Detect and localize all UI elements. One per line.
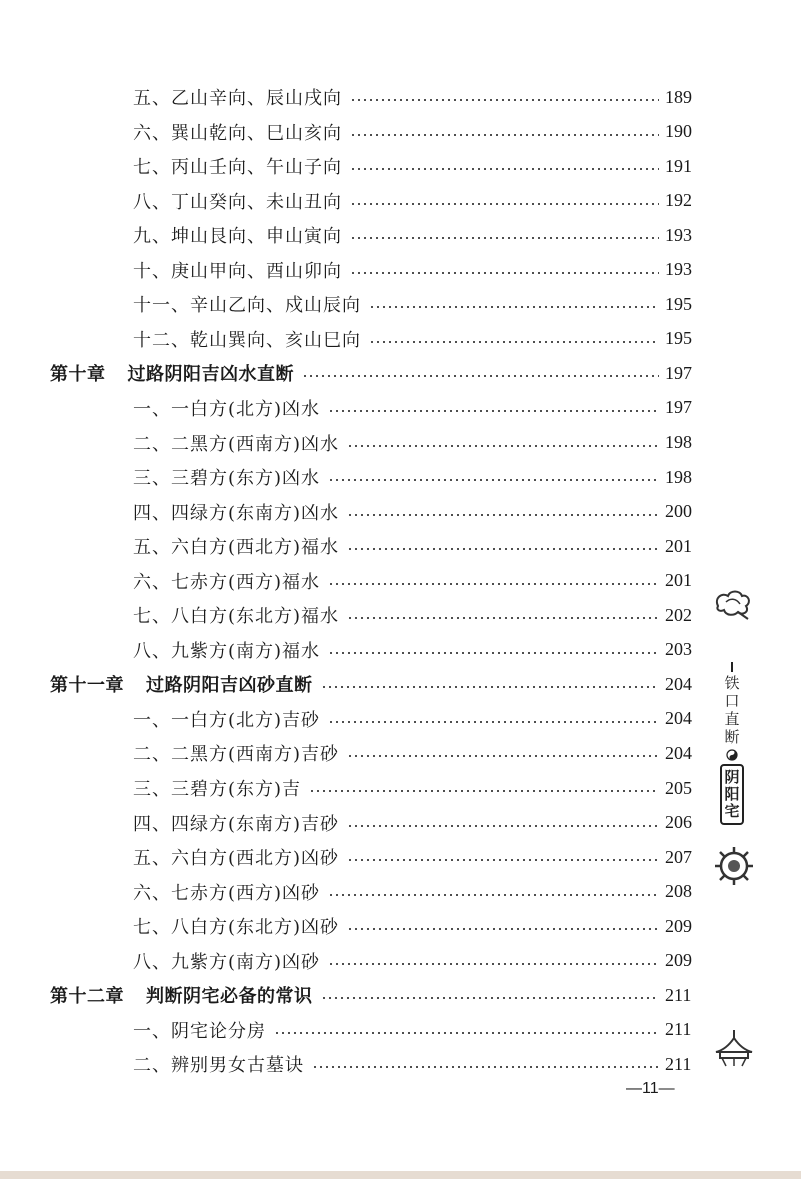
book-title-char: 阳 <box>724 785 740 803</box>
toc-page-number: 190 <box>665 121 692 142</box>
chapter-title: 判断阴宅必备的常识 <box>146 986 313 1008</box>
dot-leader <box>347 825 659 827</box>
toc-section-row[interactable] <box>0 911 801 941</box>
chapter-title: 过路阴阳吉凶水直断 <box>127 364 294 386</box>
dot-leader <box>347 617 659 619</box>
dharma-wheel-icon <box>714 846 754 886</box>
toc-entry-title: 五、乙山辛向、辰山戌向 <box>133 88 342 109</box>
toc-entry-title: 五、六白方(西北方)凶砂 <box>133 848 340 870</box>
dot-leader <box>309 790 659 792</box>
toc-entry-title: 十一、辛山乙向、戍山辰向 <box>133 295 361 317</box>
book-title-char: 宅 <box>724 802 740 820</box>
dot-leader <box>369 341 659 343</box>
dot-leader <box>328 479 659 481</box>
dot-leader <box>347 548 659 550</box>
toc-page-number: 198 <box>665 466 692 487</box>
toc-entry-title: 二、二黑方(西南方)凶水 <box>133 433 340 455</box>
toc-page-number: 191 <box>665 155 692 176</box>
toc-section-row[interactable] <box>0 462 801 492</box>
toc-section-row[interactable] <box>0 738 801 768</box>
toc-page-number: 197 <box>665 362 692 383</box>
toc-entry-title <box>50 360 294 386</box>
side-title-char: 直 <box>724 710 740 728</box>
dot-leader <box>321 997 660 999</box>
pagoda-roof-icon <box>712 1028 756 1072</box>
toc-page-number: 204 <box>665 742 692 763</box>
toc-entry-title <box>50 671 313 697</box>
toc-section-row[interactable] <box>0 773 801 803</box>
cloud-ornament-icon <box>712 586 754 620</box>
toc-section-row[interactable] <box>0 151 801 181</box>
toc-page-number: 192 <box>665 190 692 211</box>
toc-page-number: 204 <box>665 673 692 694</box>
chapter-title: 过路阴阳吉凶砂直断 <box>146 675 313 697</box>
toc-page-number: 195 <box>665 328 692 349</box>
dot-leader <box>328 894 659 896</box>
toc-entry-title: 五、六白方(西北方)福水 <box>133 537 340 559</box>
dot-leader <box>350 237 659 239</box>
dot-leader <box>347 859 659 861</box>
toc-entry-title: 八、九紫方(南方)福水 <box>133 640 321 662</box>
dot-leader <box>347 514 659 516</box>
toc-page-number: 202 <box>665 604 692 625</box>
side-title-char: 断 <box>724 728 740 746</box>
dot-leader <box>369 306 659 308</box>
dot-leader <box>350 203 659 205</box>
toc-page-number: 211 <box>665 984 692 1005</box>
toc-page-number: 205 <box>665 777 692 798</box>
toc-entry-title: 四、四绿方(东南方)吉砂 <box>133 813 340 835</box>
dot-leader <box>328 963 659 965</box>
dot-leader <box>302 375 659 377</box>
chapter-number: 第十二章 <box>50 986 124 1008</box>
toc-section-row[interactable] <box>0 566 801 596</box>
toc-entry-title: 六、七赤方(西方)凶砂 <box>133 882 321 904</box>
toc-section-row[interactable] <box>0 842 801 872</box>
toc-section-row[interactable] <box>0 704 801 734</box>
page-number: —11— <box>626 1080 675 1097</box>
toc-entry-title: 六、巽山乾向、巳山亥向 <box>133 122 342 144</box>
toc-section-row[interactable] <box>0 946 801 976</box>
toc-entry-title: 一、一白方(北方)吉砂 <box>133 709 321 731</box>
toc-page-number: 201 <box>665 570 692 591</box>
toc-section-row[interactable] <box>0 186 801 216</box>
book-title-box <box>720 764 743 825</box>
toc-page-number: 201 <box>665 535 692 556</box>
toc-chapter-row[interactable] <box>0 358 801 388</box>
toc-page-number: 209 <box>665 950 692 971</box>
toc-page-number: 198 <box>665 432 692 452</box>
toc-page-number: 189 <box>665 86 692 107</box>
dot-leader <box>312 1066 659 1068</box>
dot-leader <box>350 272 659 274</box>
chapter-number: 第十一章 <box>50 675 124 697</box>
dot-leader <box>328 721 659 723</box>
toc-entry-title: 三、三碧方(东方)吉 <box>133 779 302 800</box>
dot-leader <box>347 755 659 757</box>
chapter-number: 第十章 <box>50 364 106 386</box>
toc-section-row[interactable] <box>0 324 801 354</box>
toc-page-number: 211 <box>665 1019 692 1040</box>
side-title-bar <box>731 662 733 672</box>
dot-leader <box>350 99 659 101</box>
toc-chapter-row[interactable] <box>0 669 801 699</box>
dot-leader <box>328 652 659 654</box>
toc-entry-title: 二、二黑方(西南方)吉砂 <box>133 744 340 766</box>
toc-page-number: 206 <box>665 812 692 833</box>
toc-entry-title: 一、阴宅论分房 <box>133 1020 266 1042</box>
toc-entry-title: 二、辨别男女古墓诀 <box>133 1055 304 1077</box>
dot-leader <box>328 583 659 585</box>
toc-entry-title: 七、八白方(东北方)凶砂 <box>133 917 340 939</box>
toc-page-number: 200 <box>665 501 692 522</box>
toc-entry-title: 四、四绿方(东南方)凶水 <box>133 502 340 524</box>
toc-page-number: 203 <box>665 639 692 660</box>
toc-section-row[interactable] <box>0 635 801 665</box>
toc-entry-title: 一、一白方(北方)凶水 <box>133 398 321 420</box>
toc-entry-title: 六、七赤方(西方)福水 <box>133 571 321 593</box>
toc-section-row[interactable] <box>0 600 801 630</box>
toc-entry-title: 三、三碧方(东方)凶水 <box>133 468 321 490</box>
toc-section-row[interactable] <box>0 289 801 319</box>
toc-entry-title: 十二、乾山巽向、亥山巳向 <box>133 329 361 351</box>
toc-section-row[interactable] <box>0 1049 801 1079</box>
toc-section-row[interactable] <box>0 393 801 423</box>
book-title-char: 阴 <box>724 768 740 786</box>
dot-leader <box>350 134 659 136</box>
dot-leader <box>347 445 659 447</box>
toc-page-number: 193 <box>665 224 692 245</box>
toc-entry-title: 九、坤山艮向、申山寅向 <box>133 226 342 248</box>
toc-page-number: 208 <box>665 881 692 902</box>
taiji-icon <box>726 749 738 761</box>
series-side-title <box>716 662 748 825</box>
side-title-char: 口 <box>724 692 740 710</box>
toc-chapter-row[interactable] <box>0 980 801 1010</box>
toc-entry-title: 七、丙山壬向、午山子向 <box>133 157 342 179</box>
dot-leader <box>274 1032 659 1034</box>
toc-page-number: 204 <box>665 708 692 729</box>
dot-leader <box>328 410 659 412</box>
toc-section-row[interactable] <box>0 497 801 527</box>
page-bottom-edge <box>0 1171 801 1179</box>
toc-page-number: 207 <box>665 846 692 867</box>
toc-section-row[interactable] <box>0 82 801 112</box>
toc-section-row[interactable] <box>0 1015 801 1045</box>
toc-entry-title: 八、丁山癸向、未山丑向 <box>133 191 342 213</box>
toc-entry-title: 七、八白方(东北方)福水 <box>133 606 340 628</box>
toc-section-row[interactable] <box>0 117 801 147</box>
dot-leader <box>350 168 659 170</box>
toc-section-row[interactable] <box>0 877 801 907</box>
toc-page-number: 209 <box>665 915 692 936</box>
dot-leader <box>347 928 659 930</box>
toc-section-row[interactable] <box>0 428 801 458</box>
toc-section-row[interactable] <box>0 808 801 838</box>
toc-page-number: 195 <box>665 293 692 314</box>
dot-leader <box>321 686 660 688</box>
toc-section-row[interactable] <box>0 531 801 561</box>
toc-entry-title: 十、庚山甲向、酉山卯向 <box>133 260 342 282</box>
toc-section-row[interactable] <box>0 220 801 250</box>
toc-page-number: 193 <box>665 259 692 280</box>
toc-page-number: 211 <box>665 1053 692 1074</box>
side-title-char: 铁 <box>724 674 740 692</box>
toc-entry-title <box>50 982 313 1008</box>
toc-page-number: 197 <box>665 397 692 418</box>
toc-section-row[interactable] <box>0 255 801 285</box>
toc-entry-title: 八、九紫方(南方)凶砂 <box>133 951 321 973</box>
